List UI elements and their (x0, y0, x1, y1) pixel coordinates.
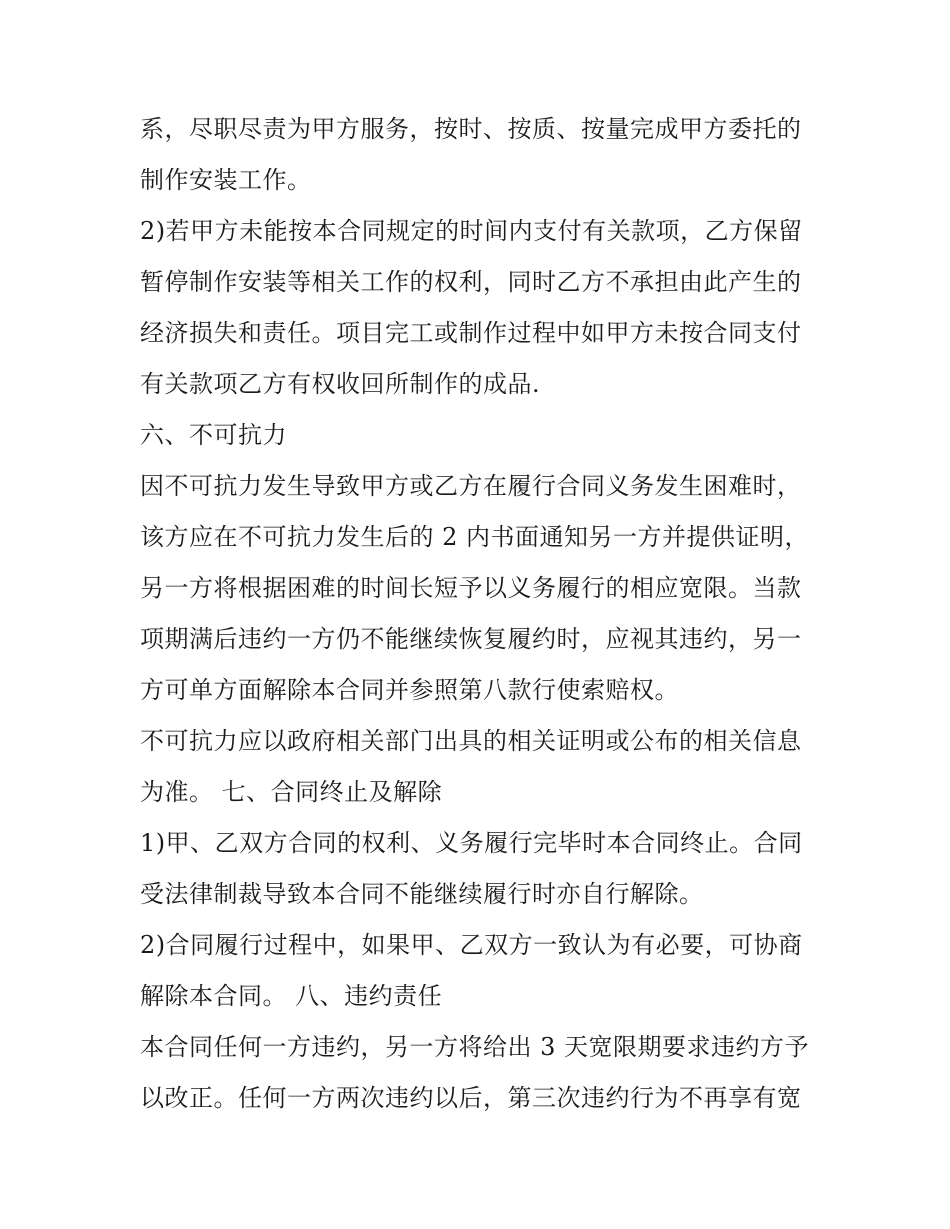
text-line: 解除本合同。 八、违约责任 (140, 982, 443, 1010)
document-body (140, 104, 820, 1124)
text-line: 1)甲、乙双方合同的权利、义务履行完毕时本合同终止。合同 (140, 829, 803, 857)
text-line: 项期满后违约一方仍不能继续恢复履约时，应视其违约，另一 (140, 625, 802, 653)
text-line: 以改正。任何一方两次违约以后，第三次违约行为不再享有宽 (140, 1084, 802, 1112)
text-line: 另一方将根据困难的时间长短予以义务履行的相应宽限。当款 (140, 574, 802, 602)
text-line: 该方应在不可抗力发生后的 2 内书面通知另一方并提供证明， (140, 523, 810, 551)
text-line: 经济损失和责任。项目完工或制作过程中如甲方未按合同支付 (140, 319, 802, 347)
text-line: 为准。 七、合同终止及解除 (140, 778, 443, 806)
text-line: 2)若甲方未能按本合同规定的时间内支付有关款项，乙方保留 (140, 217, 803, 245)
text-line: 暂停制作安装等相关工作的权利，同时乙方不承担由此产生的 (140, 268, 802, 296)
text-line: 2)合同履行过程中，如果甲、乙双方一致认为有必要，可协商 (140, 931, 803, 959)
text-line: 系，尽职尽责为甲方服务，按时、按质、按量完成甲方委托的 (140, 115, 802, 143)
text-line: 有关款项乙方有权收回所制作的成品. (140, 370, 541, 398)
text-line: 方可单方面解除本合同并参照第八款行使索赔权。 (140, 676, 679, 704)
text-line: 制作安装工作。 (140, 166, 312, 194)
text-line: 受法律制裁导致本合同不能继续履行时亦自行解除。 (140, 880, 704, 908)
text-line: 因不可抗力发生导致甲方或乙方在履行合同义务发生困难时， (140, 472, 802, 500)
text-line: 本合同任何一方违约，另一方将给出 3 天宽限期要求违约方予 (140, 1033, 810, 1061)
section-heading: 六、不可抗力 (140, 421, 287, 449)
text-line: 不可抗力应以政府相关部门出具的相关证明或公布的相关信息 (140, 727, 802, 755)
